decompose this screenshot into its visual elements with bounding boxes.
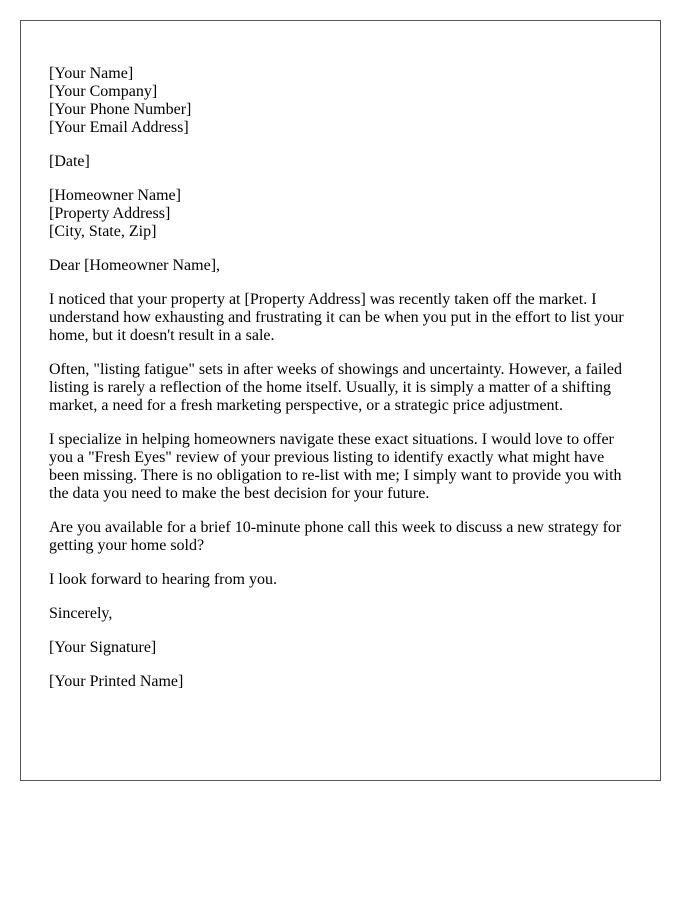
letter-page — [20, 20, 661, 781]
body-paragraph: I noticed that your property at [Property Address] was recently taken off the market. I understand how exhausting and frustrating it can be when you put in the effort to list your home, but it doesn't result in a sale. — [49, 291, 624, 344]
sender-name: [Your Name] — [49, 65, 134, 82]
body-paragraph: Often, "listing fatigue" sets in after weeks of showings and uncertainty. However, a failed listing is rarely a reflection of the home itself. Usually, it is simply a matter of a shifting market, a need for a fresh marketing perspective, or a strategic price adjustment. — [49, 361, 622, 414]
body-paragraph: I look forward to hearing from you. — [49, 571, 277, 588]
closing: Sincerely, — [49, 605, 113, 622]
recipient-name: [Homeowner Name] — [49, 187, 181, 204]
sender-company: [Your Company] — [49, 83, 158, 100]
sender-email: [Your Email Address] — [49, 119, 189, 136]
sender-phone: [Your Phone Number] — [49, 101, 192, 118]
salutation: Dear [Homeowner Name], — [49, 257, 221, 274]
recipient-city: [City, State, Zip] — [49, 223, 157, 240]
recipient-address: [Property Address] — [49, 205, 171, 222]
letter-date: [Date] — [49, 153, 90, 170]
printed-name: [Your Printed Name] — [49, 673, 184, 690]
body-paragraph: Are you available for a brief 10-minute phone call this week to discuss a new strategy for getting your home sold? — [49, 519, 622, 554]
signature: [Your Signature] — [49, 639, 157, 656]
body-paragraph: I specialize in helping homeowners navigate these exact situations. I would love to offer you a "Fresh Eyes" review of your previous listing to identify exactly what might have been missing. There is no obligation to re-list with me; I simply want to provide you with the data you need to make the best decision for your future. — [49, 431, 622, 502]
